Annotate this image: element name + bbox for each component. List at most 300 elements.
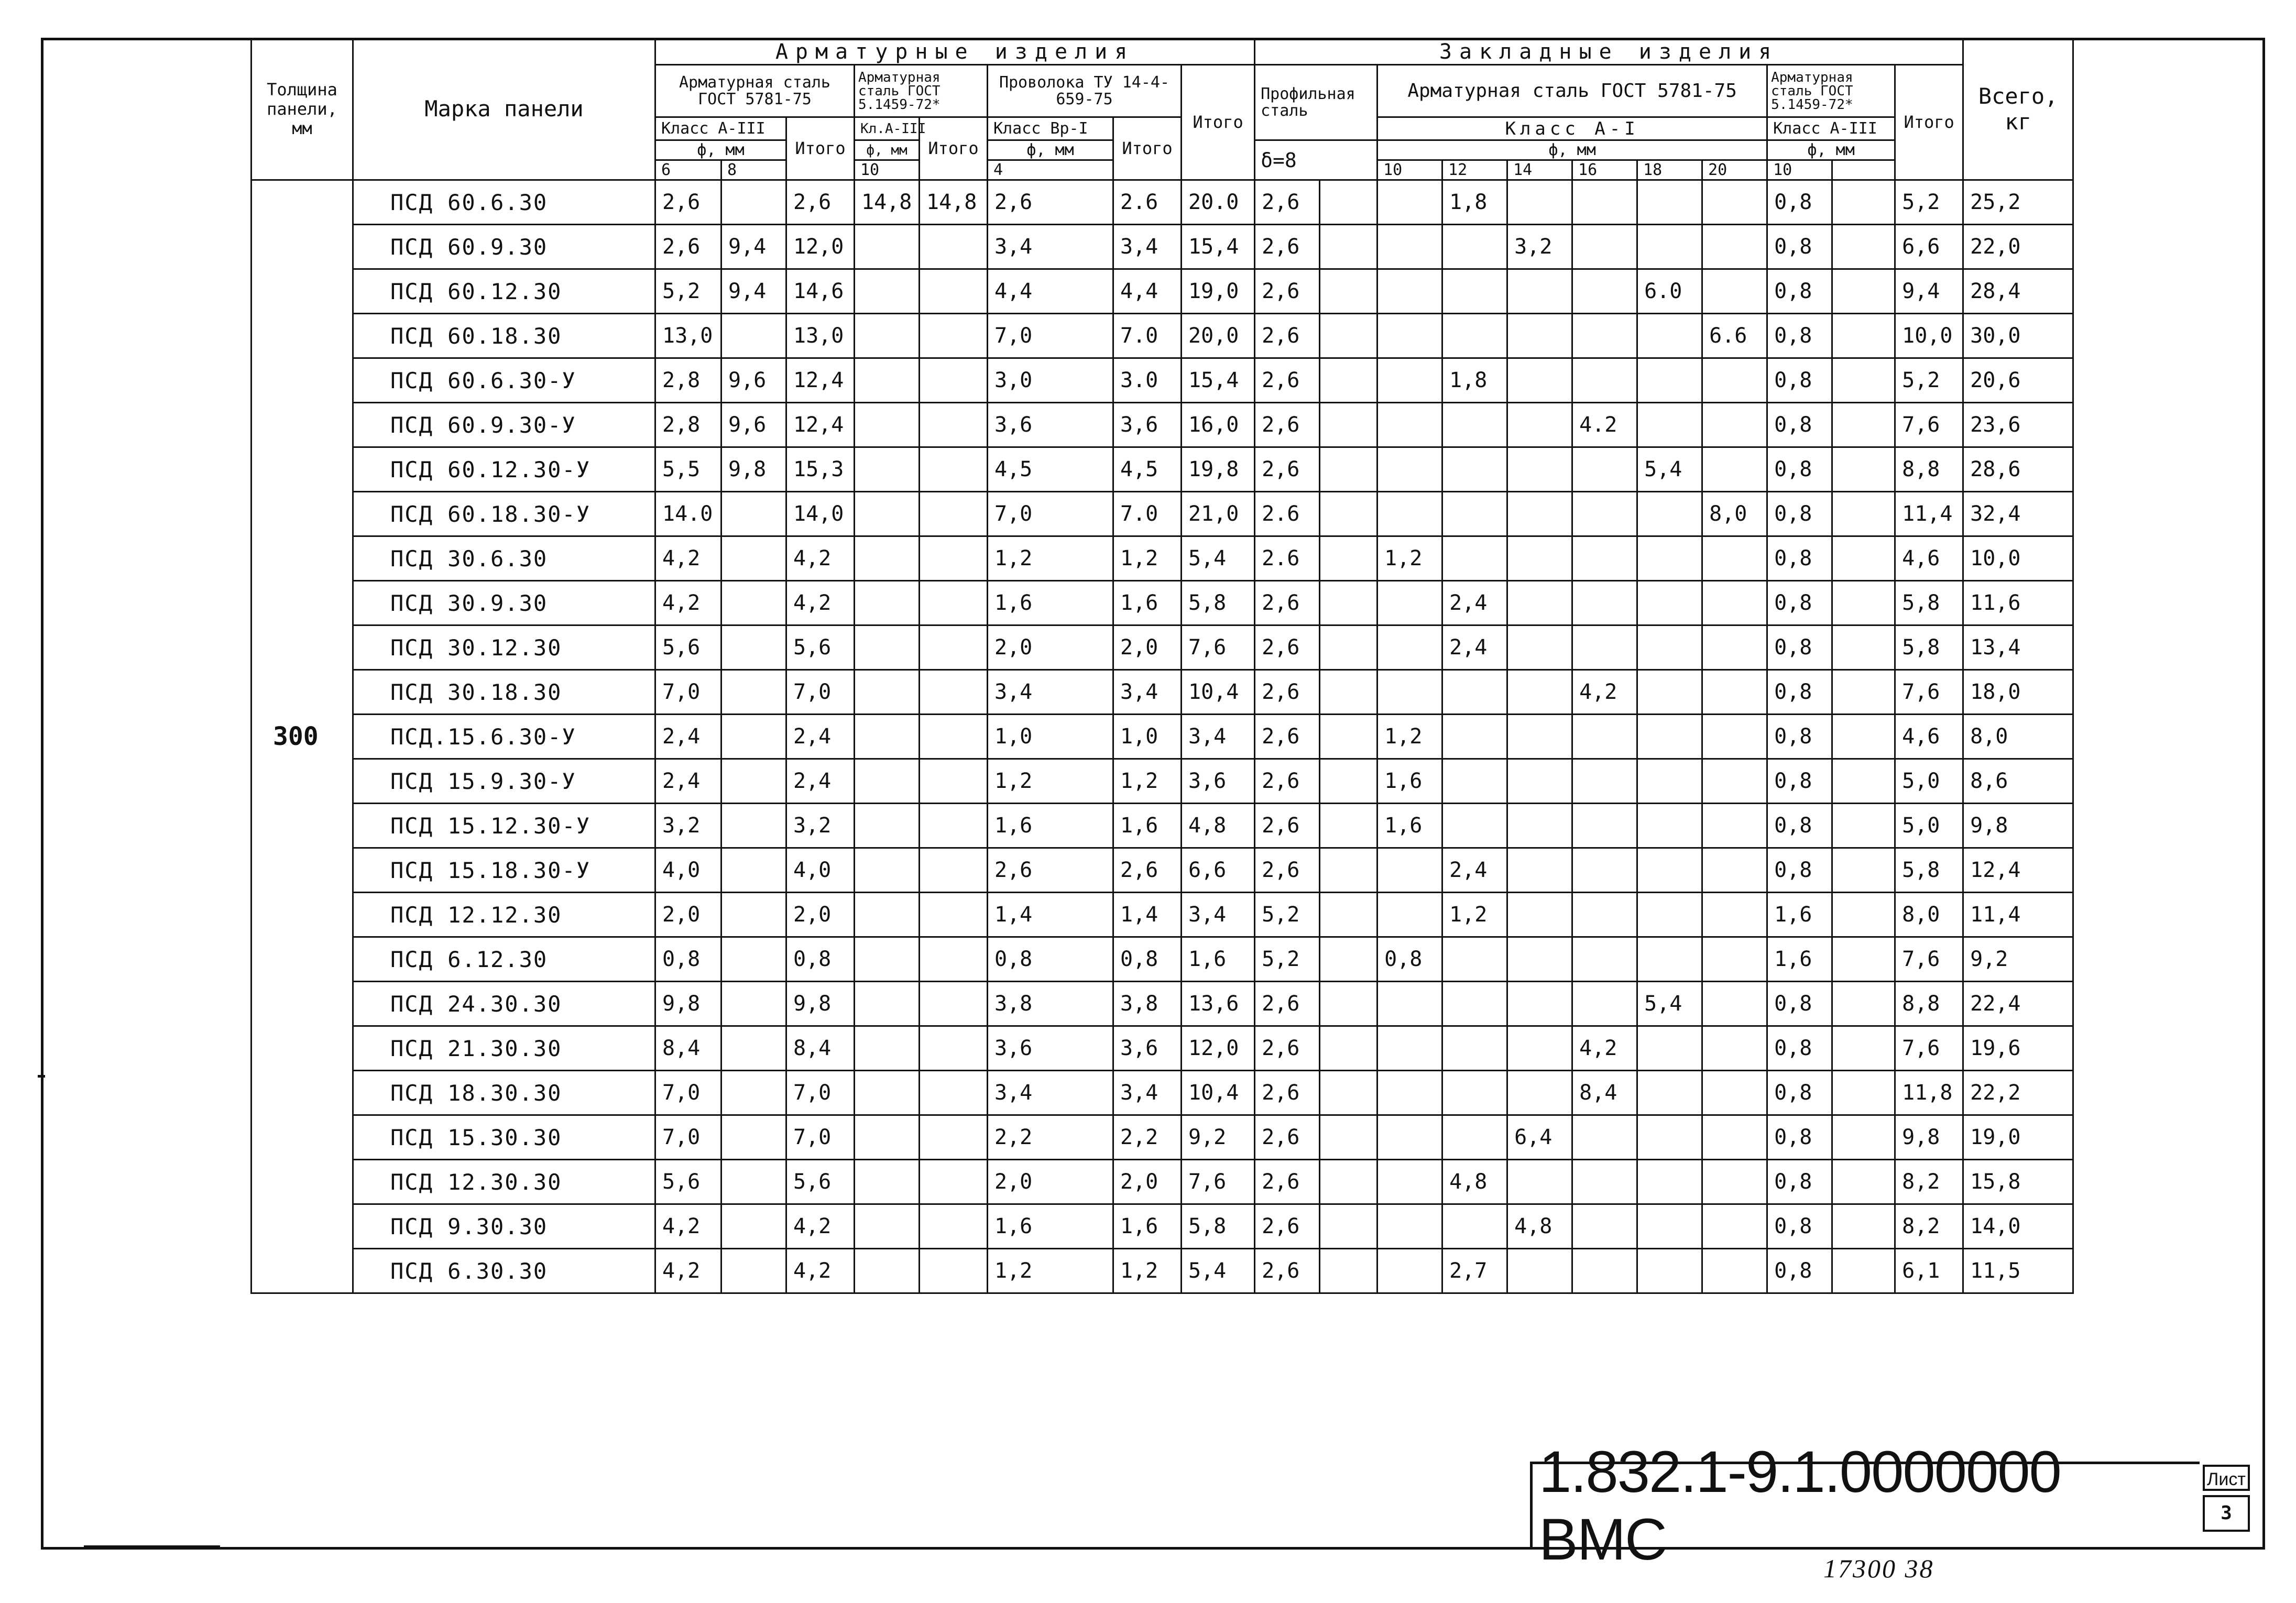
cell-r-it: 2,4 <box>786 715 855 759</box>
inventory-number: 17300 38 <box>1823 1554 1934 1583</box>
cell-w4: 7,0 <box>988 314 1113 358</box>
cell-r-total: 5,4 <box>1182 536 1255 581</box>
panel-mark: ПСД 15.30.30 <box>353 1115 655 1160</box>
cell-e16 <box>1572 492 1637 536</box>
cell-empty <box>1320 492 1377 536</box>
cell-empty <box>1320 403 1377 447</box>
panel-mark: ПСД 15.12.30-У <box>353 804 655 848</box>
cell-total: 15,8 <box>1963 1160 2073 1204</box>
cell-total: 8,0 <box>1963 715 2073 759</box>
cell-e12 <box>1442 1204 1507 1249</box>
cell-e18 <box>1637 1160 1702 1204</box>
cell-b10 <box>855 759 920 804</box>
cell-w4: 1,2 <box>988 759 1113 804</box>
cell-e-it: 7,6 <box>1895 670 1963 715</box>
cell-e20 <box>1702 1115 1767 1160</box>
cell-eb10: 0,8 <box>1767 269 1832 314</box>
cell-e-it: 9,4 <box>1895 269 1963 314</box>
cell-e20 <box>1702 581 1767 625</box>
cell-e-it: 10,0 <box>1895 314 1963 358</box>
cell-r6: 2,4 <box>655 759 721 804</box>
cell-eb10: 0,8 <box>1767 670 1832 715</box>
cell-r6: 5,6 <box>655 1160 721 1204</box>
header-embed-d12: 12 <box>1442 160 1507 180</box>
cell-e14 <box>1507 1249 1572 1293</box>
cell-r6: 4,2 <box>655 536 721 581</box>
cell-r6: 5,5 <box>655 447 721 492</box>
cell-e18 <box>1637 1249 1702 1293</box>
cell-b10 <box>855 1026 920 1071</box>
cell-r8 <box>721 1071 786 1115</box>
cell-w4: 3,4 <box>988 225 1113 269</box>
cell-e16 <box>1572 1204 1637 1249</box>
table-row <box>252 269 2073 314</box>
cell-prof: 2.6 <box>1255 492 1320 536</box>
cell-e12 <box>1442 314 1507 358</box>
table-row <box>252 759 2073 804</box>
cell-r-total: 3,4 <box>1182 715 1255 759</box>
title-block-sheet <box>2200 1462 2255 1550</box>
cell-e18 <box>1637 670 1702 715</box>
cell-b-it <box>920 893 988 937</box>
panel-mark: ПСД 60.12.30-У <box>353 447 655 492</box>
cell-r-it: 0,8 <box>786 937 855 982</box>
cell-w-it: 0,8 <box>1113 937 1182 982</box>
cell-empty <box>1320 314 1377 358</box>
cell-b10 <box>855 1115 920 1160</box>
cell-r6: 5,2 <box>655 269 721 314</box>
cell-e10: 1,2 <box>1377 715 1442 759</box>
header-phi-4: 4 <box>988 160 1113 180</box>
cell-w4: 1,6 <box>988 581 1113 625</box>
cell-r8 <box>721 314 786 358</box>
cell-r8: 9,4 <box>721 269 786 314</box>
cell-e-it: 11,4 <box>1895 492 1963 536</box>
header-phi-mm-b: ф, мм <box>855 140 920 160</box>
header-embed-d20: 20 <box>1702 160 1767 180</box>
cell-empty <box>1320 1249 1377 1293</box>
cell-empty <box>1832 269 1895 314</box>
cell-e12: 2,4 <box>1442 848 1507 893</box>
panel-mark: ПСД 9.30.30 <box>353 1204 655 1249</box>
cell-r-total: 16,0 <box>1182 403 1255 447</box>
cell-w-it: 3,4 <box>1113 225 1182 269</box>
header-thickness: Толщина панели, мм <box>252 39 353 180</box>
cell-r8 <box>721 982 786 1026</box>
header-rebar-steel-b: Арматурная сталь ГОСТ 5.1459-72* <box>855 65 988 117</box>
cell-e16 <box>1572 625 1637 670</box>
cell-b10 <box>855 225 920 269</box>
cell-e18 <box>1637 893 1702 937</box>
cell-r6: 4,0 <box>655 848 721 893</box>
cell-w-it: 7.0 <box>1113 492 1182 536</box>
cell-eb10: 0,8 <box>1767 180 1832 225</box>
cell-e14 <box>1507 893 1572 937</box>
cell-r-it: 2,6 <box>786 180 855 225</box>
cell-e-it: 8,2 <box>1895 1204 1963 1249</box>
cell-e10: 1,6 <box>1377 759 1442 804</box>
cell-total: 22,2 <box>1963 1071 2073 1115</box>
cell-empty <box>1320 982 1377 1026</box>
cell-empty <box>1320 670 1377 715</box>
cell-w-it: 2,0 <box>1113 1160 1182 1204</box>
cell-r-total: 20.0 <box>1182 180 1255 225</box>
cell-empty <box>1832 848 1895 893</box>
cell-e18 <box>1637 358 1702 403</box>
cell-e-it: 4,6 <box>1895 715 1963 759</box>
cell-e20 <box>1702 937 1767 982</box>
cell-e16 <box>1572 447 1637 492</box>
cell-e12 <box>1442 937 1507 982</box>
cell-e12 <box>1442 225 1507 269</box>
panel-mark: ПСД.15.6.30-У <box>353 715 655 759</box>
cell-r8 <box>721 848 786 893</box>
cell-w-it: 1,6 <box>1113 804 1182 848</box>
cell-e16: 4,2 <box>1572 1026 1637 1071</box>
cell-e16 <box>1572 581 1637 625</box>
cell-b10 <box>855 893 920 937</box>
cell-w4: 3,6 <box>988 1026 1113 1071</box>
cell-r-total: 19,0 <box>1182 269 1255 314</box>
cell-e20 <box>1702 982 1767 1026</box>
cell-r-total: 6,6 <box>1182 848 1255 893</box>
cell-e10 <box>1377 492 1442 536</box>
cell-e16 <box>1572 848 1637 893</box>
cell-r-total: 20,0 <box>1182 314 1255 358</box>
cell-eb10: 0,8 <box>1767 1249 1832 1293</box>
table-row <box>252 715 2073 759</box>
cell-r-total: 5,4 <box>1182 1249 1255 1293</box>
cell-r8: 9,6 <box>721 358 786 403</box>
cell-eb10: 0,8 <box>1767 403 1832 447</box>
cell-b10 <box>855 403 920 447</box>
cell-eb10: 0,8 <box>1767 358 1832 403</box>
cell-w4: 1,2 <box>988 1249 1113 1293</box>
panel-mark: ПСД 6.30.30 <box>353 1249 655 1293</box>
cell-empty <box>1832 804 1895 848</box>
cell-empty <box>1320 1071 1377 1115</box>
cell-w-it: 1,6 <box>1113 581 1182 625</box>
cell-empty <box>1320 848 1377 893</box>
panel-mark: ПСД 60.18.30-У <box>353 492 655 536</box>
cell-empty <box>1320 804 1377 848</box>
cell-prof: 2,6 <box>1255 314 1320 358</box>
cell-e20 <box>1702 1026 1767 1071</box>
cell-e10 <box>1377 982 1442 1026</box>
cell-total: 25,2 <box>1963 180 2073 225</box>
cell-e12 <box>1442 982 1507 1026</box>
cell-empty <box>1832 982 1895 1026</box>
cell-r8 <box>721 625 786 670</box>
panel-mark: ПСД 18.30.30 <box>353 1071 655 1115</box>
cell-e12 <box>1442 536 1507 581</box>
cell-e20 <box>1702 447 1767 492</box>
cell-e14 <box>1507 447 1572 492</box>
cell-e20 <box>1702 759 1767 804</box>
cell-empty <box>1320 1204 1377 1249</box>
cell-e14 <box>1507 1071 1572 1115</box>
cell-e10: 1,6 <box>1377 804 1442 848</box>
cell-e16 <box>1572 180 1637 225</box>
cell-e10 <box>1377 447 1442 492</box>
cell-r6: 4,2 <box>655 581 721 625</box>
cell-e18 <box>1637 225 1702 269</box>
cell-w4: 3,0 <box>988 358 1113 403</box>
cell-empty <box>1832 581 1895 625</box>
cell-b-it <box>920 1026 988 1071</box>
cell-e20 <box>1702 225 1767 269</box>
cell-empty <box>1320 447 1377 492</box>
cell-eb10: 0,8 <box>1767 715 1832 759</box>
cell-r-it: 4,2 <box>786 1249 855 1293</box>
table-row <box>252 1249 2073 1293</box>
cell-w-it: 3,6 <box>1113 403 1182 447</box>
cell-r6: 2,6 <box>655 225 721 269</box>
cell-r-total: 21,0 <box>1182 492 1255 536</box>
cell-b-it: 14,8 <box>920 180 988 225</box>
cell-prof: 2.6 <box>1255 536 1320 581</box>
cell-w-it: 3.0 <box>1113 358 1182 403</box>
cell-total: 8,6 <box>1963 759 2073 804</box>
cell-e18 <box>1637 759 1702 804</box>
cell-b-it <box>920 447 988 492</box>
table-row <box>252 670 2073 715</box>
cell-e16 <box>1572 314 1637 358</box>
cell-e10: 1,2 <box>1377 536 1442 581</box>
cell-b10 <box>855 715 920 759</box>
cell-total: 14,0 <box>1963 1204 2073 1249</box>
cell-e20 <box>1702 804 1767 848</box>
header-embedded-items: Закладные изделия <box>1255 39 1963 65</box>
cell-e-it: 6,6 <box>1895 225 1963 269</box>
cell-e10 <box>1377 180 1442 225</box>
cell-w4: 0,8 <box>988 937 1113 982</box>
header-embed-steel-b: Арматурная сталь ГОСТ 5.1459-72* <box>1767 65 1895 117</box>
cell-empty <box>1832 715 1895 759</box>
cell-e-it: 8,8 <box>1895 982 1963 1026</box>
cell-empty <box>1320 1026 1377 1071</box>
cell-e-it: 5,8 <box>1895 625 1963 670</box>
cell-r6: 7,0 <box>655 1071 721 1115</box>
cell-b10 <box>855 1204 920 1249</box>
panel-mark: ПСД 6.12.30 <box>353 937 655 982</box>
cell-e18 <box>1637 848 1702 893</box>
cell-r-total: 15,4 <box>1182 225 1255 269</box>
cell-r-it: 12,0 <box>786 225 855 269</box>
cell-total: 11,6 <box>1963 581 2073 625</box>
cell-e-it: 5,8 <box>1895 848 1963 893</box>
cell-r8 <box>721 1160 786 1204</box>
cell-r-it: 4,2 <box>786 581 855 625</box>
cell-e20 <box>1702 1071 1767 1115</box>
cell-empty <box>1320 358 1377 403</box>
cell-prof: 2,6 <box>1255 581 1320 625</box>
cell-empty <box>1832 403 1895 447</box>
header-reinf-itogo: Итого <box>1182 65 1255 180</box>
panel-mark: ПСД 30.9.30 <box>353 581 655 625</box>
cell-e12: 1,8 <box>1442 358 1507 403</box>
cell-b10 <box>855 1071 920 1115</box>
cell-empty <box>1832 1249 1895 1293</box>
cell-e20 <box>1702 269 1767 314</box>
header-mark: Марка панели <box>353 39 655 180</box>
cell-e-it: 11,8 <box>1895 1071 1963 1115</box>
cell-eb10: 1,6 <box>1767 893 1832 937</box>
cell-b10 <box>855 670 920 715</box>
header-class-a3: Класс А-III <box>655 117 786 140</box>
cell-b10 <box>855 1249 920 1293</box>
cell-e-it: 5,8 <box>1895 581 1963 625</box>
header-phi-6: 6 <box>655 160 721 180</box>
cell-e10 <box>1377 670 1442 715</box>
cell-e10 <box>1377 358 1442 403</box>
cell-prof: 2,6 <box>1255 403 1320 447</box>
cell-e14 <box>1507 1026 1572 1071</box>
cell-empty <box>1832 492 1895 536</box>
cell-w-it: 1,2 <box>1113 1249 1182 1293</box>
header-delta-8: δ=8 <box>1255 140 1377 180</box>
cell-eb10: 0,8 <box>1767 759 1832 804</box>
cell-r-total: 12,0 <box>1182 1026 1255 1071</box>
cell-b-it <box>920 759 988 804</box>
cell-r-it: 9,8 <box>786 982 855 1026</box>
cell-e16 <box>1572 1115 1637 1160</box>
cell-r6: 2,0 <box>655 893 721 937</box>
panel-mark: ПСД 30.12.30 <box>353 625 655 670</box>
cell-w4: 2,6 <box>988 848 1113 893</box>
cell-e14 <box>1507 403 1572 447</box>
panel-mark: ПСД 12.12.30 <box>353 893 655 937</box>
cell-e12: 4,8 <box>1442 1160 1507 1204</box>
cell-e18 <box>1637 715 1702 759</box>
cell-e10 <box>1377 581 1442 625</box>
panel-mark: ПСД 12.30.30 <box>353 1160 655 1204</box>
cell-e16 <box>1572 893 1637 937</box>
cell-r8 <box>721 715 786 759</box>
cell-e20: 8,0 <box>1702 492 1767 536</box>
cell-w4: 2,0 <box>988 625 1113 670</box>
cell-prof: 2,6 <box>1255 269 1320 314</box>
cell-r8 <box>721 893 786 937</box>
cell-r-it: 4,0 <box>786 848 855 893</box>
cell-e14 <box>1507 180 1572 225</box>
cell-eb10: 0,8 <box>1767 536 1832 581</box>
cell-b10 <box>855 937 920 982</box>
cell-eb10: 0,8 <box>1767 581 1832 625</box>
cell-e20: 6.6 <box>1702 314 1767 358</box>
cell-w4: 2,6 <box>988 180 1113 225</box>
cell-w4: 2,2 <box>988 1115 1113 1160</box>
header-profile-steel: Профильная сталь <box>1255 65 1377 140</box>
header-class-bp1: Класс Вр-I <box>988 117 1113 140</box>
cell-r6: 4,2 <box>655 1249 721 1293</box>
cell-e14 <box>1507 358 1572 403</box>
cell-e-it: 4,6 <box>1895 536 1963 581</box>
cell-r6: 4,2 <box>655 1204 721 1249</box>
header-phi-8: 8 <box>721 160 786 180</box>
cell-e16 <box>1572 1249 1637 1293</box>
cell-empty <box>1832 1160 1895 1204</box>
cell-b10 <box>855 804 920 848</box>
cell-r6: 5,6 <box>655 625 721 670</box>
cell-w4: 2,0 <box>988 1160 1113 1204</box>
cell-e20 <box>1702 1249 1767 1293</box>
cell-w-it: 2,0 <box>1113 625 1182 670</box>
document-designation: 1.832.1-9.1.0000000 ВМС <box>1539 1439 2061 1572</box>
cell-eb10: 0,8 <box>1767 982 1832 1026</box>
cell-e-it: 7,6 <box>1895 403 1963 447</box>
header-phi-mm-a: ф, мм <box>655 140 786 160</box>
cell-b-it <box>920 403 988 447</box>
header-embed-d18: 18 <box>1637 160 1702 180</box>
cell-e16 <box>1572 536 1637 581</box>
panel-mark: ПСД 60.6.30 <box>353 180 655 225</box>
cell-r-total: 3,4 <box>1182 893 1255 937</box>
cell-empty <box>1320 893 1377 937</box>
cell-e10 <box>1377 1115 1442 1160</box>
panel-mark: ПСД 60.9.30 <box>353 225 655 269</box>
cell-eb10: 0,8 <box>1767 848 1832 893</box>
cell-e14 <box>1507 982 1572 1026</box>
cell-w-it: 1,2 <box>1113 759 1182 804</box>
cell-total: 13,4 <box>1963 625 2073 670</box>
cell-r8 <box>721 1026 786 1071</box>
cell-w4: 7,0 <box>988 492 1113 536</box>
cell-w-it: 3,4 <box>1113 670 1182 715</box>
table-row <box>252 893 2073 937</box>
header-total: Всего, кг <box>1963 39 2073 180</box>
cell-e14 <box>1507 715 1572 759</box>
cell-b-it <box>920 1160 988 1204</box>
table-row <box>252 1160 2073 1204</box>
cell-b-it <box>920 1249 988 1293</box>
cell-total: 12,4 <box>1963 848 2073 893</box>
cell-r8 <box>721 759 786 804</box>
cell-empty <box>1832 447 1895 492</box>
cell-total: 23,6 <box>1963 403 2073 447</box>
cell-e-it: 7,6 <box>1895 1026 1963 1071</box>
cell-e20 <box>1702 358 1767 403</box>
header-steel-b-itogo: Итого <box>920 117 988 180</box>
header-phi-mm-embed: ф, мм <box>1377 140 1767 160</box>
cell-e20 <box>1702 625 1767 670</box>
cell-e12 <box>1442 1115 1507 1160</box>
cell-b-it <box>920 314 988 358</box>
cell-r-it: 12,4 <box>786 403 855 447</box>
cell-empty <box>1832 180 1895 225</box>
cell-w4: 1,4 <box>988 893 1113 937</box>
cell-e18 <box>1637 804 1702 848</box>
cell-empty <box>1832 893 1895 937</box>
cell-prof: 2,6 <box>1255 1026 1320 1071</box>
frame-tick-bottom <box>84 1545 220 1547</box>
cell-eb10: 0,8 <box>1767 1026 1832 1071</box>
header-embed-d16: 16 <box>1572 160 1637 180</box>
cell-w-it: 2.6 <box>1113 180 1182 225</box>
cell-e-it: 5,0 <box>1895 804 1963 848</box>
cell-r-it: 15,3 <box>786 447 855 492</box>
cell-empty <box>1832 625 1895 670</box>
cell-r-total: 3,6 <box>1182 759 1255 804</box>
cell-e20 <box>1702 715 1767 759</box>
cell-r8: 9,6 <box>721 403 786 447</box>
cell-total: 28,6 <box>1963 447 2073 492</box>
cell-b-it <box>920 625 988 670</box>
table-row <box>252 982 2073 1026</box>
table-row <box>252 314 2073 358</box>
cell-w4: 1,2 <box>988 536 1113 581</box>
cell-e12 <box>1442 269 1507 314</box>
